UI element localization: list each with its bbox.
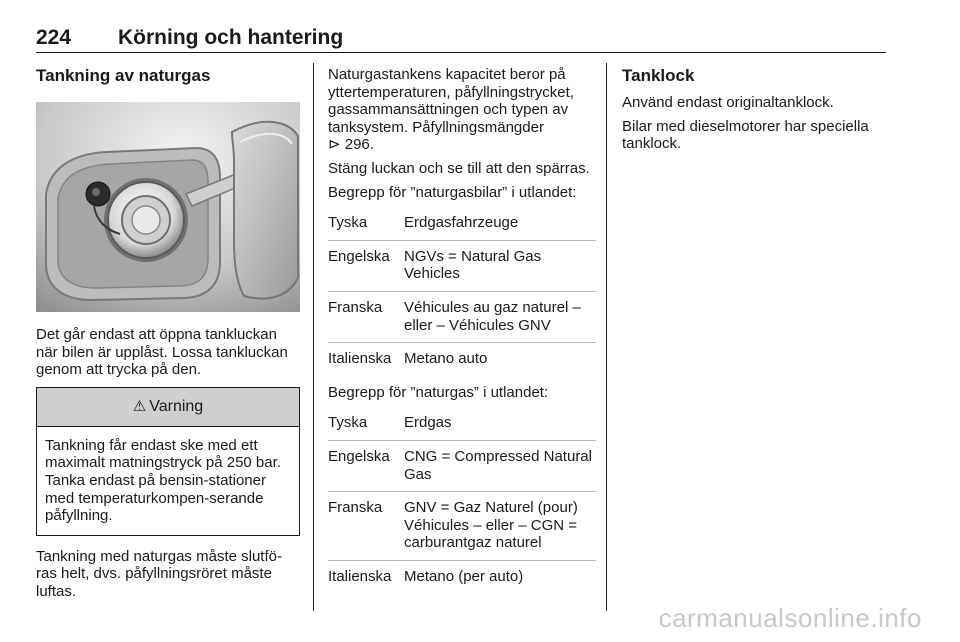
fuel-flap-illustration xyxy=(36,102,300,312)
term-value: Erdgasfahrzeuge xyxy=(404,214,519,232)
term-value: Metano (per auto) xyxy=(404,567,524,585)
section-heading-fuel-cap: Tanklock xyxy=(622,66,695,85)
original-cap-paragraph: Använd endast originaltanklock. xyxy=(622,94,834,111)
page-number: 224 xyxy=(36,26,72,49)
term-language: Italienska xyxy=(328,567,392,585)
warning-text: Tankning får endast ske med ett maximalt matningstryck på 250 bar. Tanka endast på bensin-stationer med temperaturkompen-serande påfyllning. xyxy=(45,436,281,525)
table-row xyxy=(328,561,596,594)
warning-box xyxy=(36,387,300,536)
diesel-cap-paragraph: Bilar med dieselmotorer har speciella tanklock. xyxy=(622,117,869,153)
term-language: Franska xyxy=(328,298,383,316)
term-value: Erdgas xyxy=(404,414,452,432)
warning-header xyxy=(37,388,299,427)
unlock-paragraph: Det går endast att öppna tankluckan när bilen är upplåst. Lossa tankluckan genom att trycka på den. xyxy=(36,326,288,379)
capacity-text: Naturgastankens kapacitet beror på yttertemperaturen, påfyllningstrycket, gassammansättningen och typen av tanksystem. Påfyllningsmängder xyxy=(328,66,574,136)
vehicle-terms-table xyxy=(328,207,596,376)
table-row xyxy=(328,441,596,492)
table-row xyxy=(328,343,596,376)
table-row xyxy=(328,241,596,292)
column-divider-1 xyxy=(313,63,314,611)
term-value: Véhicules au gaz naturel – eller – Véhicules GNV xyxy=(404,298,581,334)
term-value: NGVs = Natural Gas Vehicles xyxy=(404,247,542,283)
section-heading-natural-gas: Tankning av naturgas xyxy=(36,66,211,85)
term-language: Engelska xyxy=(328,447,390,465)
term-language: Franska xyxy=(328,499,383,517)
warning-icon: ⚠ xyxy=(132,397,147,415)
completion-paragraph: Tankning med naturgas måste slutfö-ras helt, dvs. påfyllningsröret måste luftas. xyxy=(36,547,282,600)
term-language: Tyska xyxy=(328,414,368,432)
column-divider-2 xyxy=(606,63,607,611)
column-1 xyxy=(36,60,300,607)
page-header xyxy=(36,26,886,53)
table-row xyxy=(328,292,596,343)
vehicle-terms-intro: Begrepp för ”naturgasbilar” i utlandet: xyxy=(328,183,577,201)
table-row xyxy=(328,492,596,561)
term-language: Engelska xyxy=(328,247,390,265)
column-3 xyxy=(622,60,888,159)
chapter-title: Körning och hantering xyxy=(118,26,344,49)
page-reference-arrow-icon: ⊳ xyxy=(328,136,341,154)
term-value: Metano auto xyxy=(404,350,488,368)
term-language: Tyska xyxy=(328,214,368,232)
table-row xyxy=(328,207,596,241)
capacity-paragraph xyxy=(328,66,596,154)
term-language: Italienska xyxy=(328,350,392,368)
term-value: CNG = Compressed Natural Gas xyxy=(404,447,592,483)
close-flap-paragraph: Stäng luckan och se till att den spärras. xyxy=(328,159,590,177)
page-reference: 296. xyxy=(344,136,374,154)
table-row xyxy=(328,407,596,441)
watermark: carmanualsonline.info xyxy=(658,603,922,633)
warning-title: Varning xyxy=(149,397,204,415)
column-2 xyxy=(328,60,596,601)
fuel-flap-photo xyxy=(36,102,300,312)
gas-terms-intro: Begrepp för ”naturgas” i utlandet: xyxy=(328,383,549,401)
gas-terms-table xyxy=(328,407,596,593)
term-value: GNV = Gaz Naturel (pour) Véhicules – eller – CGN = carburantgaz naturel xyxy=(404,499,578,552)
